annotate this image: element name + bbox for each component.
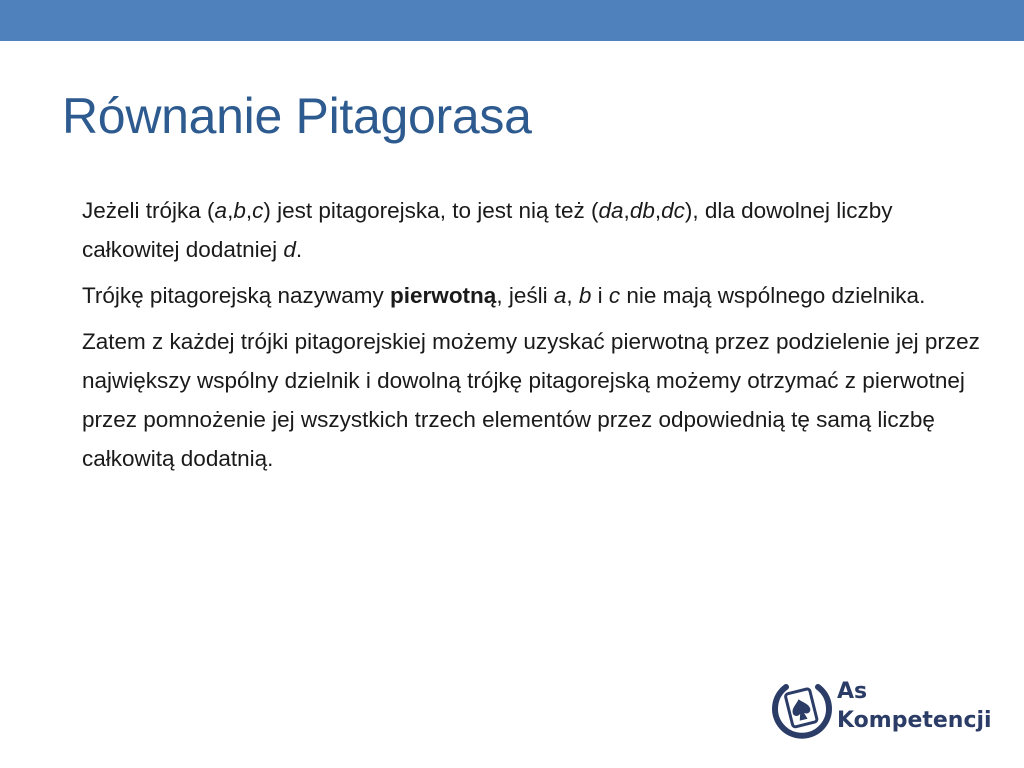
- logo-text: [837, 677, 992, 735]
- p1-comma-1: ,: [227, 198, 234, 223]
- paragraph-2: [82, 276, 982, 315]
- p1-text-4: .: [295, 237, 303, 262]
- p1-var-d: d: [283, 237, 296, 262]
- p2-var-b: b: [578, 283, 592, 308]
- p2-bold-term: pierwotną: [390, 283, 497, 308]
- p1-text-1: Jeżeli trójka (: [82, 198, 215, 223]
- p1-var-a: a: [214, 198, 228, 223]
- p2-text-5: nie mają wspólnego dzielnika.: [620, 283, 926, 308]
- logo-line-2: Kompetencji: [837, 708, 992, 733]
- spade-card-icon: [770, 675, 834, 745]
- p2-text-1: Trójkę pitagorejską nazywamy: [82, 283, 391, 308]
- slide-title: Równanie Pitagorasa: [62, 88, 532, 144]
- top-accent-bar: [0, 0, 1024, 41]
- p2-var-c: c: [608, 283, 621, 308]
- p2-text-4: i: [591, 283, 609, 308]
- paragraph-3: Zatem z każdej trójki pitagorejskiej możemy uzyskać pierwotną przez podzielenie jej przez największy wspólny dzielnik i dowolną trójkę pitagorejską możemy otrzymać z pierwotnej przez pomnożenie jej wszystkich trzech elementów przez odpowiednią tę samą liczbę całkowitą dodatnią.: [82, 329, 980, 471]
- p2-text-3: ,: [566, 283, 579, 308]
- p2-var-a: a: [553, 283, 567, 308]
- p1-var-b: b: [233, 198, 246, 223]
- p1-var-db: db: [629, 198, 655, 223]
- p1-var-c: c: [252, 198, 264, 223]
- logo-line-1: As: [837, 679, 868, 704]
- paragraph-1: [82, 191, 982, 269]
- p1-text-2: ) jest pitagorejska, to jest nią też (: [263, 198, 599, 223]
- p1-comma-4: ,: [654, 198, 662, 223]
- slide-content: [82, 191, 982, 485]
- p1-var-dc: dc: [661, 198, 685, 223]
- p1-var-da: da: [598, 198, 624, 223]
- p1-comma-3: ,: [623, 198, 630, 223]
- p2-text-2: , jeśli: [496, 283, 554, 308]
- p1-comma-2: ,: [245, 198, 253, 223]
- as-kompetencji-logo: [770, 675, 1000, 745]
- p1-text-3: ), dla dowolnej liczby całkowitej dodatniej: [82, 198, 893, 262]
